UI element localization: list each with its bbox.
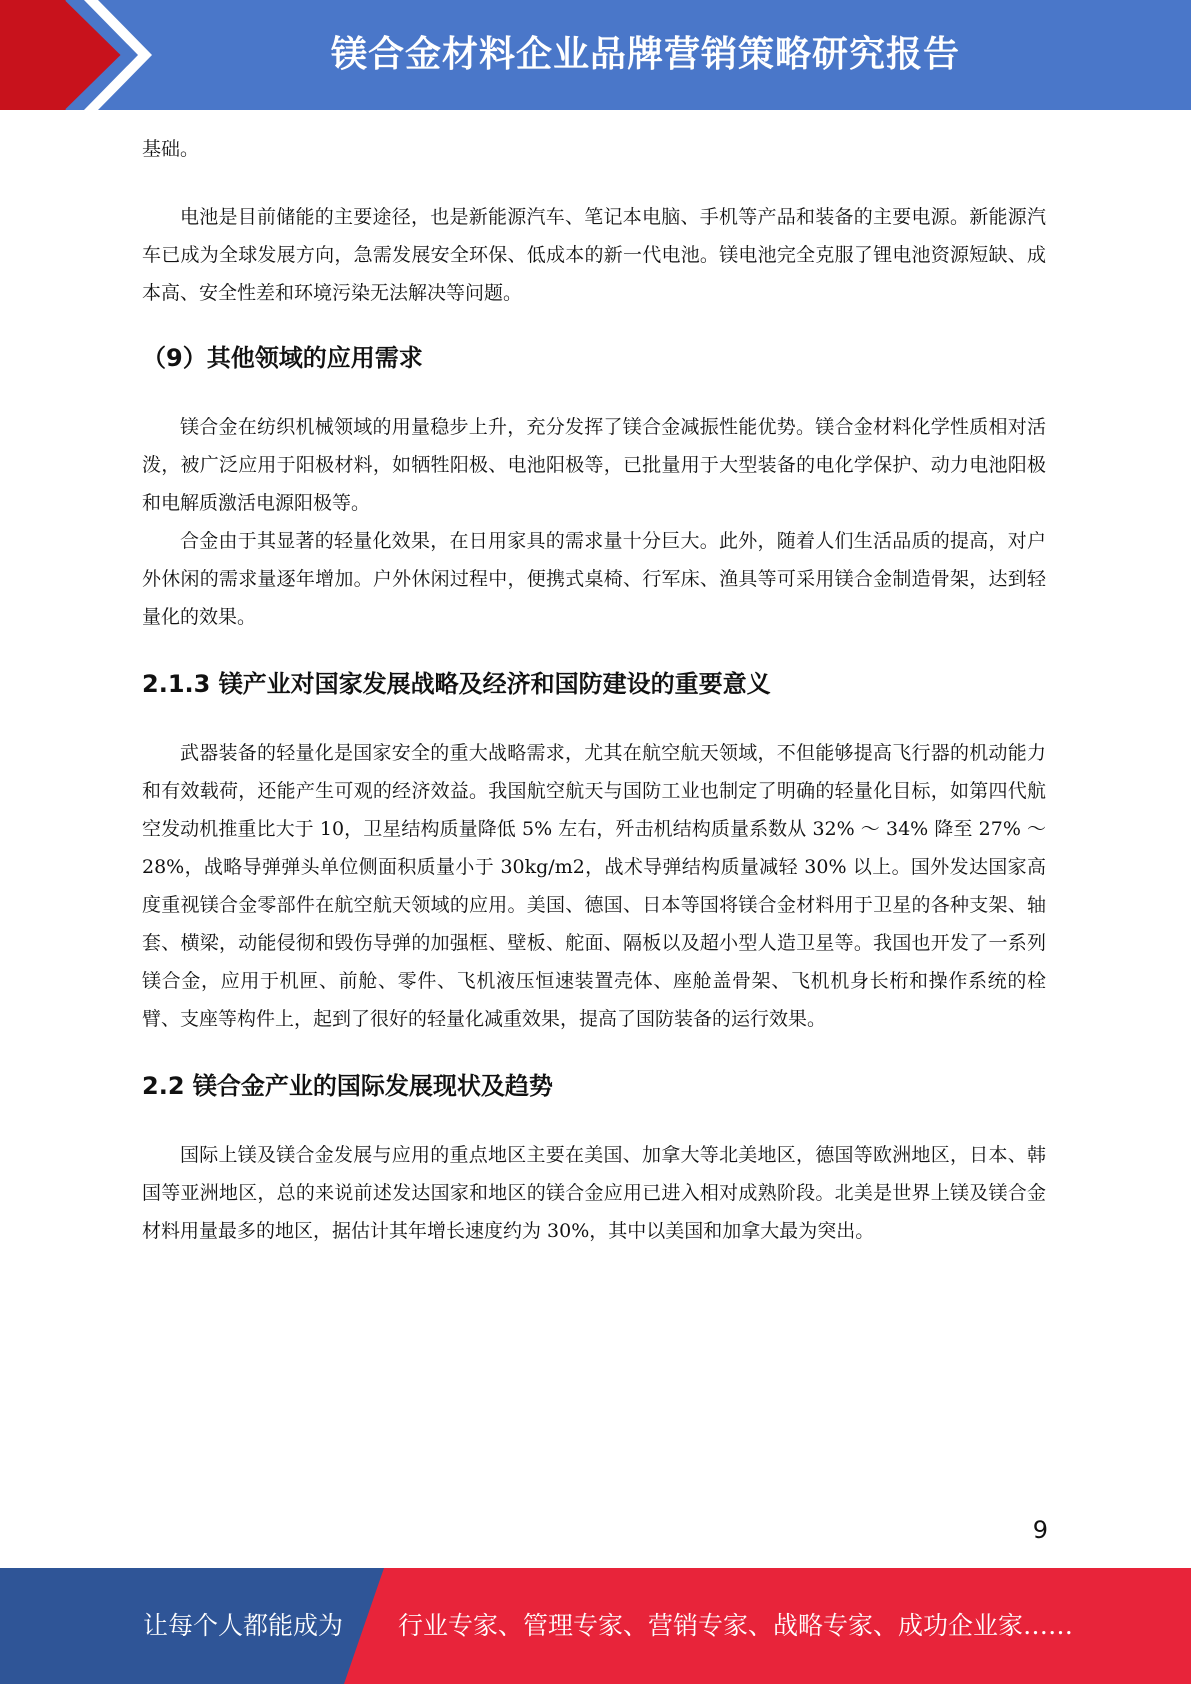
footer-slogan-right: 行业专家、管理专家、营销专家、战略专家、成功企业家…… bbox=[398, 1611, 1074, 1640]
footer-slogan-left: 让每个人都能成为 bbox=[143, 1611, 344, 1640]
section-heading-2-2: 2.2 镁合金产业的国际发展现状及趋势 bbox=[142, 1072, 553, 1100]
paragraph-weapon-lightweight: 武器装备的轻量化是国家安全的重大战略需求，尤其在航空航天领域，不但能够提高飞行器的机动能力和有效载荷，还能产生可观的经济效益。我国航空航天与国防工业也制定了明确的轻量化目标，如第四代航空发动机推重比大于 10，卫星结构质量降低 5% 左右，歼击机结构质量系数从 32% ～ 34% 降至 27% ～ 28%，战略导弹弹头单位侧面积质量小于 30kg/m2，战术导弹结构质量减轻 30% 以上。国外发达国家高度重视镁合金零部件在航空航天领域的应用。美国、德国、日本等国将镁合金材料用于卫星的各种支架、轴套、横梁，动能侵彻和毁伤导弹的加强框、壁板、舵面、隔板以及超小型人造卫星等。我国也开发了一系列镁合金，应用于机匣、前舱、零件、飞机液压恒速装置壳体、座舱盖骨架、飞机机身长桁和操作系统的栓臂、支座等构件上，起到了很好的轻量化减重效果，提高了国防装备的运行效果。 bbox=[142, 742, 1046, 1030]
header-title: 镁合金材料企业品牌营销策略研究报告 bbox=[330, 34, 960, 75]
paragraph-furniture-outdoor: 合金由于其显著的轻量化效果，在日用家具的需求量十分巨大。此外，随着人们生活品质的提高，对户外休闲的需求量逐年增加。户外休闲过程中，便携式桌椅、行军床、渔具等可采用镁合金制造骨架，达到轻量化的效果。 bbox=[142, 530, 1046, 628]
page-header bbox=[0, 0, 1191, 110]
paragraph-battery: 电池是目前储能的主要途径，也是新能源汽车、笔记本电脑、手机等产品和装备的主要电源。新能源汽车已成为全球发展方向，急需发展安全环保、低成本的新一代电池。镁电池完全克服了锂电池资源短缺、成本高、安全性差和环境污染无法解决等问题。 bbox=[142, 206, 1046, 304]
page-number: 9 bbox=[1032, 1516, 1048, 1544]
paragraph-textile-anode: 镁合金在纺织机械领域的用量稳步上升，充分发挥了镁合金减振性能优势。镁合金材料化学性质相对活泼，被广泛应用于阳极材料，如牺牲阳极、电池阳极等，已批量用于大型装备的电化学保护、动力电池阳极和电解质激活电源阳极等。 bbox=[142, 416, 1046, 514]
paragraph-international: 国际上镁及镁合金发展与应用的重点地区主要在美国、加拿大等北美地区，德国等欧洲地区，日本、韩国等亚洲地区，总的来说前述发达国家和地区的镁合金应用已进入相对成熟阶段。北美是世界上镁及镁合金材料用量最多的地区，据估计其年增长速度约为 30%，其中以美国和加拿大最为突出。 bbox=[142, 1144, 1046, 1242]
section-heading-2-1-3: 2.1.3 镁产业对国家发展战略及经济和国防建设的重要意义 bbox=[142, 670, 771, 698]
page-footer bbox=[0, 1568, 1191, 1684]
paragraph-continuation: 基础。 bbox=[142, 138, 200, 160]
document-body bbox=[142, 130, 1046, 1250]
section-heading-other-fields: （9）其他领域的应用需求 bbox=[142, 344, 423, 372]
